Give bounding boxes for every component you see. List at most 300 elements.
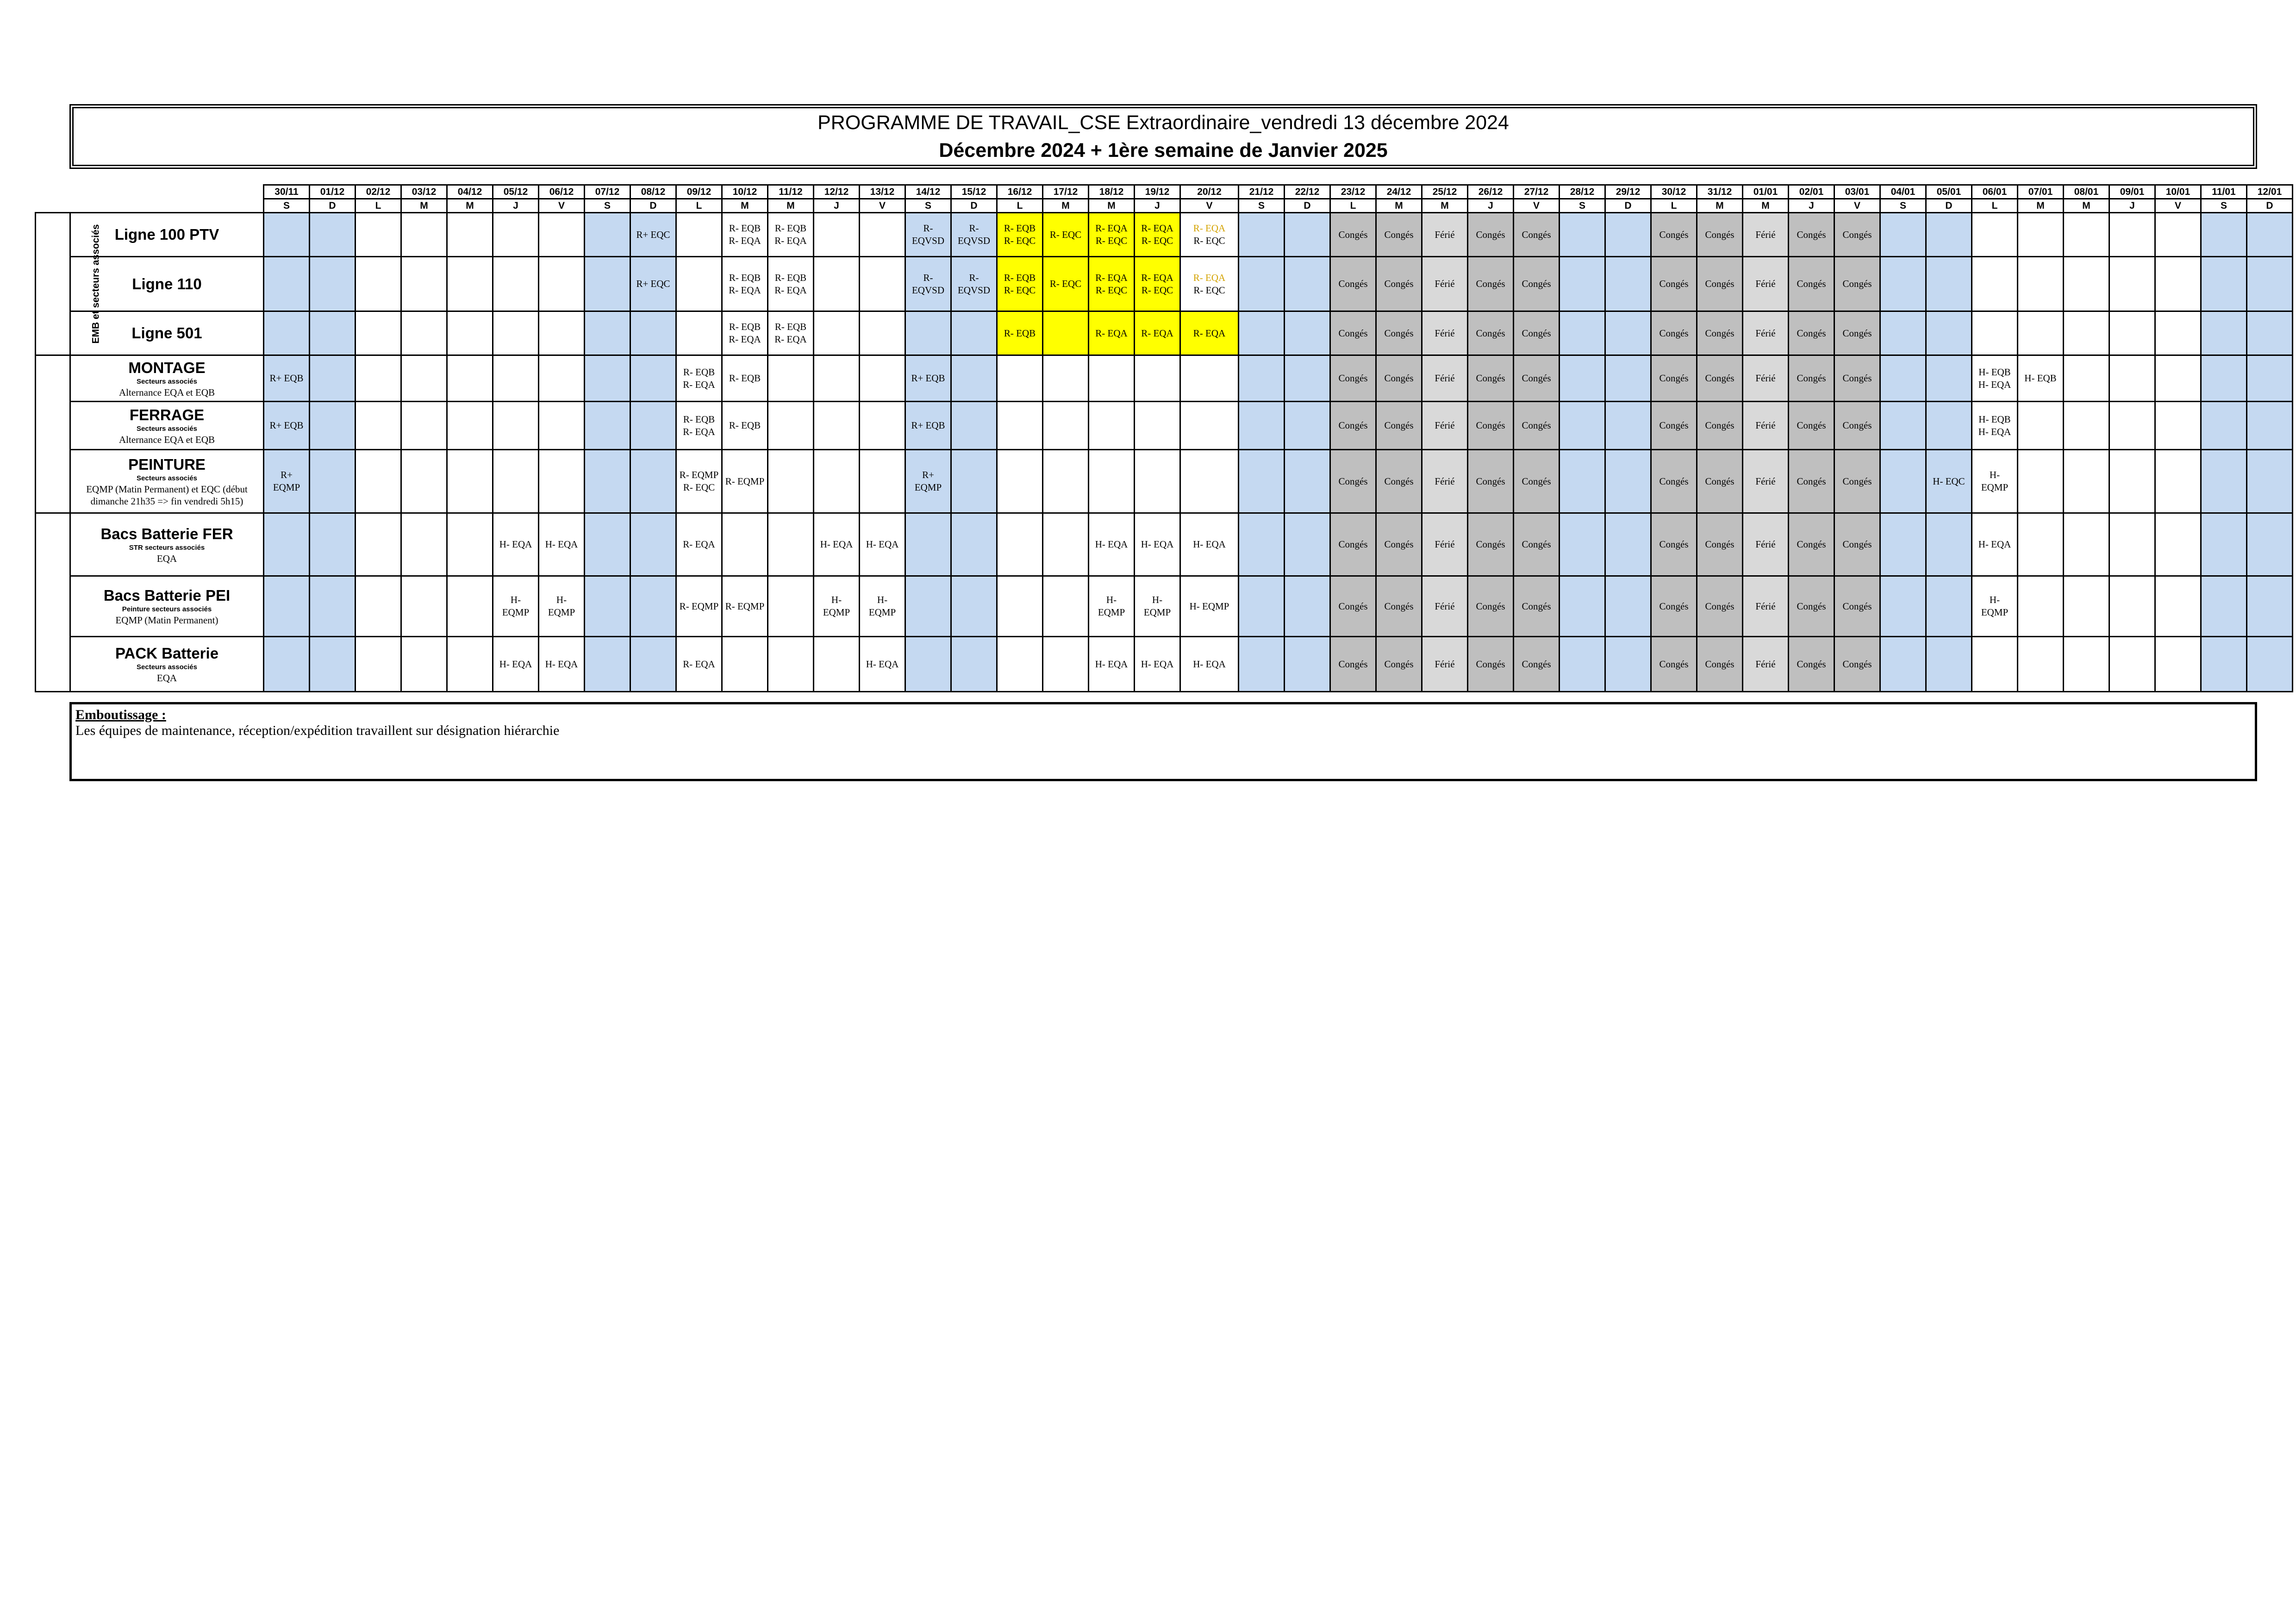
schedule-cell: Congés <box>1697 213 1743 257</box>
schedule-cell: R- EQB <box>997 311 1043 355</box>
day-header: L <box>997 199 1043 213</box>
schedule-cell <box>539 450 585 513</box>
schedule-cell <box>401 450 447 513</box>
schedule-cell <box>1135 402 1180 450</box>
schedule-cell <box>951 637 997 692</box>
schedule-cell <box>539 355 585 402</box>
day-header: S <box>1239 199 1285 213</box>
schedule-cell <box>356 311 401 355</box>
schedule-cell: Férié <box>1743 450 1789 513</box>
schedule-cell: Congés <box>1834 402 1880 450</box>
schedule-cell: R- EQA R- EQC <box>1180 213 1239 257</box>
schedule-cell <box>1605 637 1651 692</box>
schedule-cell <box>1560 311 1605 355</box>
schedule-cell <box>2064 257 2109 311</box>
schedule-cell <box>585 637 630 692</box>
schedule-cell <box>1926 257 1972 311</box>
schedule-cell <box>997 450 1043 513</box>
schedule-cell: Congés <box>1834 311 1880 355</box>
schedule-cell: Congés <box>1468 213 1514 257</box>
schedule-cell <box>2064 402 2109 450</box>
schedule-cell <box>539 402 585 450</box>
schedule-cell <box>1880 213 1926 257</box>
schedule-cell: H- EQB <box>2018 355 2064 402</box>
schedule-cell: Congés <box>1468 450 1514 513</box>
schedule-cell <box>1285 257 1330 311</box>
date-header: 08/01 <box>2064 185 2109 199</box>
schedule-cell: Férié <box>1743 355 1789 402</box>
schedule-cell: Congés <box>1468 311 1514 355</box>
schedule-cell <box>1285 213 1330 257</box>
schedule-cell: R- EQMP R- EQC <box>676 450 722 513</box>
schedule-cell: Congés <box>1330 311 1376 355</box>
schedule-cell <box>264 213 310 257</box>
date-header: 05/01 <box>1926 185 1972 199</box>
day-header: S <box>905 199 951 213</box>
row-label-sub: Secteurs associés <box>137 474 197 482</box>
row-label <box>70 355 264 402</box>
schedule-cell: Congés <box>1376 311 1422 355</box>
schedule-cell <box>493 355 539 402</box>
schedule-cell: Congés <box>1514 402 1560 450</box>
date-header: 10/12 <box>722 185 768 199</box>
row-label-sub: Secteurs associés <box>137 377 197 386</box>
schedule-cell: Congés <box>1514 213 1560 257</box>
schedule-cell <box>951 311 997 355</box>
schedule-cell <box>1605 513 1651 576</box>
day-header: J <box>814 199 860 213</box>
schedule-cell <box>539 213 585 257</box>
schedule-cell <box>310 355 356 402</box>
schedule-cell <box>1239 213 1285 257</box>
row-label <box>70 513 264 576</box>
schedule-cell <box>401 402 447 450</box>
schedule-cell: Congés <box>1514 311 1560 355</box>
schedule-cell: R- EQA <box>676 513 722 576</box>
schedule-cell <box>676 213 722 257</box>
schedule-cell: Congés <box>1330 576 1376 637</box>
day-header: V <box>2155 199 2201 213</box>
schedule-cell <box>2064 576 2109 637</box>
schedule-cell <box>1926 513 1972 576</box>
schedule-cell <box>2109 513 2155 576</box>
schedule-cell: R+ EQB <box>264 402 310 450</box>
schedule-cell <box>997 355 1043 402</box>
schedule-cell <box>447 576 493 637</box>
schedule-cell: R- EQA <box>1135 311 1180 355</box>
schedule-cell <box>1560 402 1605 450</box>
schedule-cell: Congés <box>1651 257 1697 311</box>
date-header: 30/11 <box>264 185 310 199</box>
schedule-cell: Congés <box>1468 257 1514 311</box>
schedule-cell <box>905 311 951 355</box>
schedule-cell: Congés <box>1330 213 1376 257</box>
day-header: D <box>2247 199 2293 213</box>
day-header: D <box>1605 199 1651 213</box>
day-header: L <box>676 199 722 213</box>
schedule-cell <box>356 257 401 311</box>
row-label <box>70 637 264 692</box>
schedule-cell <box>356 402 401 450</box>
schedule-cell: Congés <box>1789 355 1834 402</box>
date-header: 16/12 <box>997 185 1043 199</box>
schedule-cell: Congés <box>1697 355 1743 402</box>
schedule-cell: Congés <box>1376 576 1422 637</box>
schedule-cell: Congés <box>1834 637 1880 692</box>
day-header: L <box>1972 199 2018 213</box>
date-header: 17/12 <box>1043 185 1089 199</box>
row-label-sub: EQA <box>156 672 177 684</box>
schedule-cell: Congés <box>1789 576 1834 637</box>
schedule-cell: R- EQA R- EQC <box>1135 257 1180 311</box>
header-spacer <box>36 185 70 199</box>
date-header: 01/12 <box>310 185 356 199</box>
schedule-cell: Congés <box>1651 450 1697 513</box>
schedule-cell <box>401 257 447 311</box>
schedule-cell <box>310 257 356 311</box>
schedule-cell <box>2247 355 2293 402</box>
schedule-cell: R- EQMP <box>676 576 722 637</box>
schedule-cell <box>997 576 1043 637</box>
day-header: M <box>2064 199 2109 213</box>
schedule-cell: Férié <box>1422 311 1468 355</box>
schedule-cell: H- EQMP <box>1972 576 2018 637</box>
schedule-cell <box>447 257 493 311</box>
schedule-cell <box>1605 257 1651 311</box>
schedule-cell <box>1239 355 1285 402</box>
day-header: J <box>493 199 539 213</box>
schedule-cell <box>1880 637 1926 692</box>
schedule-cell: Férié <box>1743 257 1789 311</box>
schedule-cell: Férié <box>1743 402 1789 450</box>
schedule-cell <box>2155 311 2201 355</box>
schedule-cell <box>2018 311 2064 355</box>
schedule-cell: Congés <box>1789 257 1834 311</box>
date-header: 30/12 <box>1651 185 1697 199</box>
schedule-cell: Congés <box>1697 576 1743 637</box>
schedule-cell: R+ EQB <box>905 402 951 450</box>
schedule-cell <box>2201 213 2247 257</box>
row-label-sub: STR secteurs associés <box>129 543 205 552</box>
schedule-cell <box>676 257 722 311</box>
schedule-cell <box>2018 576 2064 637</box>
schedule-cell <box>1285 402 1330 450</box>
schedule-cell <box>585 355 630 402</box>
schedule-cell <box>1239 311 1285 355</box>
schedule-cell: H- EQMP <box>1972 450 2018 513</box>
schedule-cell <box>2155 402 2201 450</box>
schedule-cell <box>1135 355 1180 402</box>
schedule-cell: R- EQA R- EQC <box>1089 213 1135 257</box>
schedule-cell <box>2064 513 2109 576</box>
schedule-cell <box>1180 450 1239 513</box>
schedule-cell <box>2201 637 2247 692</box>
schedule-cell <box>997 402 1043 450</box>
schedule-cell <box>1180 402 1239 450</box>
schedule-cell <box>1285 450 1330 513</box>
date-header: 02/12 <box>356 185 401 199</box>
schedule-cell: R- EQB R- EQA <box>722 213 768 257</box>
header-spacer <box>70 185 264 199</box>
schedule-cell <box>585 402 630 450</box>
schedule-cell <box>1285 355 1330 402</box>
schedule-cell: Férié <box>1422 257 1468 311</box>
schedule-cell: R- EQB <box>722 355 768 402</box>
day-header: S <box>264 199 310 213</box>
schedule-cell: H- EQA <box>1972 513 2018 576</box>
schedule-cell <box>2109 213 2155 257</box>
date-header: 24/12 <box>1376 185 1422 199</box>
row-label-name: PEINTURE <box>128 456 206 473</box>
schedule-cell <box>860 450 905 513</box>
date-header: 29/12 <box>1605 185 1651 199</box>
schedule-cell <box>2064 311 2109 355</box>
schedule-cell: Férié <box>1422 637 1468 692</box>
schedule-cell: Congés <box>1468 355 1514 402</box>
schedule-cell: R+ EQMP <box>905 450 951 513</box>
schedule-cell <box>630 576 676 637</box>
day-header: M <box>1697 199 1743 213</box>
schedule-cell <box>1880 311 1926 355</box>
schedule-cell <box>1089 355 1135 402</box>
schedule-cell <box>1926 311 1972 355</box>
schedule-cell <box>2247 513 2293 576</box>
schedule-cell <box>1605 450 1651 513</box>
date-header: 06/12 <box>539 185 585 199</box>
schedule-cell <box>2155 213 2201 257</box>
schedule-cell: H- EQA <box>539 637 585 692</box>
day-header: L <box>356 199 401 213</box>
schedule-cell: R- EQB <box>722 402 768 450</box>
schedule-cell <box>447 513 493 576</box>
group-label <box>36 355 70 513</box>
schedule-cell: Congés <box>1651 213 1697 257</box>
date-header: 22/12 <box>1285 185 1330 199</box>
schedule-cell <box>1880 355 1926 402</box>
schedule-cell <box>1880 450 1926 513</box>
schedule-cell: Férié <box>1743 213 1789 257</box>
date-header: 25/12 <box>1422 185 1468 199</box>
schedule-cell <box>1926 213 1972 257</box>
schedule-cell: Congés <box>1789 311 1834 355</box>
schedule-cell <box>447 637 493 692</box>
schedule-cell <box>1043 355 1089 402</box>
schedule-cell <box>1239 637 1285 692</box>
schedule-cell: Congés <box>1651 355 1697 402</box>
schedule-cell: R- EQMP <box>722 450 768 513</box>
schedule-cell: H- EQA <box>493 637 539 692</box>
schedule-cell <box>2201 257 2247 311</box>
date-header: 07/01 <box>2018 185 2064 199</box>
date-header: 04/01 <box>1880 185 1926 199</box>
schedule-cell: H- EQMP <box>539 576 585 637</box>
schedule-cell: H- EQMP <box>1135 576 1180 637</box>
schedule-cell <box>814 311 860 355</box>
schedule-cell <box>676 311 722 355</box>
schedule-cell <box>2201 513 2247 576</box>
schedule-cell <box>356 450 401 513</box>
schedule-cell: H- EQMP <box>860 576 905 637</box>
schedule-cell <box>768 637 814 692</box>
schedule-cell: Congés <box>1697 513 1743 576</box>
schedule-cell <box>2201 311 2247 355</box>
date-header: 23/12 <box>1330 185 1376 199</box>
schedule-cell <box>2155 513 2201 576</box>
schedule-cell <box>630 513 676 576</box>
schedule-cell: Congés <box>1514 450 1560 513</box>
group-label <box>36 513 70 692</box>
schedule-cell: Congés <box>1834 576 1880 637</box>
day-header: D <box>1926 199 1972 213</box>
day-header: D <box>310 199 356 213</box>
schedule-cell <box>2201 576 2247 637</box>
schedule-cell: Congés <box>1834 513 1880 576</box>
row-label-sub: Alternance EQA et EQB <box>119 386 215 398</box>
schedule-cell <box>814 355 860 402</box>
schedule-cell: H- EQMP <box>1089 576 1135 637</box>
schedule-cell: Congés <box>1834 213 1880 257</box>
row-label-name: FERRAGE <box>129 406 205 423</box>
schedule-cell: Congés <box>1330 257 1376 311</box>
schedule-cell <box>2018 257 2064 311</box>
day-header: M <box>401 199 447 213</box>
schedule-cell <box>1285 513 1330 576</box>
schedule-cell <box>630 311 676 355</box>
schedule-cell <box>2155 355 2201 402</box>
schedule-cell <box>2018 637 2064 692</box>
schedule-cell <box>1972 637 2018 692</box>
schedule-cell <box>447 402 493 450</box>
title-line1: PROGRAMME DE TRAVAIL_CSE Extraordinaire_vendredi 13 décembre 2024 <box>817 112 1509 134</box>
schedule-cell <box>1926 402 1972 450</box>
schedule-cell <box>585 311 630 355</box>
schedule-cell: R- EQVSD <box>905 257 951 311</box>
schedule-cell <box>401 513 447 576</box>
schedule-cell: Congés <box>1514 576 1560 637</box>
schedule-cell <box>310 450 356 513</box>
schedule-cell <box>1605 355 1651 402</box>
schedule-cell: H- EQMP <box>814 576 860 637</box>
schedule-cell <box>905 637 951 692</box>
schedule-cell: R- EQVSD <box>905 213 951 257</box>
date-header: 21/12 <box>1239 185 1285 199</box>
schedule-cell <box>2064 355 2109 402</box>
schedule-cell <box>2109 402 2155 450</box>
schedule-cell <box>1135 450 1180 513</box>
row-label <box>70 576 264 637</box>
schedule-cell: R- EQMP <box>722 576 768 637</box>
schedule-cell <box>585 576 630 637</box>
schedule-cell <box>860 257 905 311</box>
date-header: 04/12 <box>447 185 493 199</box>
schedule-cell: Congés <box>1468 576 1514 637</box>
schedule-cell <box>264 257 310 311</box>
schedule-row <box>36 513 2293 576</box>
schedule-cell: Congés <box>1514 355 1560 402</box>
schedule-cell: R- EQA R- EQC <box>1180 257 1239 311</box>
schedule-cell: Congés <box>1789 513 1834 576</box>
schedule-cell <box>630 450 676 513</box>
schedule-cell <box>356 355 401 402</box>
schedule-cell: Congés <box>1514 513 1560 576</box>
schedule-cell: Congés <box>1330 513 1376 576</box>
date-header: 03/01 <box>1834 185 1880 199</box>
schedule-cell <box>1605 576 1651 637</box>
date-header: 31/12 <box>1697 185 1743 199</box>
date-header: 28/12 <box>1560 185 1605 199</box>
schedule-cell <box>2247 637 2293 692</box>
schedule-cell <box>768 450 814 513</box>
schedule-cell: Congés <box>1697 450 1743 513</box>
schedule-cell <box>860 213 905 257</box>
schedule-cell: H- EQMP <box>493 576 539 637</box>
row-label-name: PACK Batterie <box>115 645 219 662</box>
schedule-cell: Congés <box>1468 402 1514 450</box>
schedule-cell: Congés <box>1376 450 1422 513</box>
schedule-cell <box>951 513 997 576</box>
date-header: 12/12 <box>814 185 860 199</box>
date-header: 18/12 <box>1089 185 1135 199</box>
schedule-cell: R- EQB R- EQA <box>722 311 768 355</box>
schedule-cell: Congés <box>1514 257 1560 311</box>
row-label-sub: Alternance EQA et EQB <box>119 434 215 445</box>
schedule-cell: Congés <box>1697 637 1743 692</box>
date-header: 12/01 <box>2247 185 2293 199</box>
schedule-cell <box>722 513 768 576</box>
date-header: 14/12 <box>905 185 951 199</box>
schedule-cell <box>1926 637 1972 692</box>
schedule-cell: Congés <box>1789 450 1834 513</box>
schedule-cell: R- EQB R- EQA <box>768 257 814 311</box>
schedule-cell <box>2064 637 2109 692</box>
schedule-cell <box>2247 402 2293 450</box>
day-header: J <box>1135 199 1180 213</box>
day-header: V <box>539 199 585 213</box>
schedule-cell: Congés <box>1651 402 1697 450</box>
day-header: S <box>1560 199 1605 213</box>
schedule-cell: Congés <box>1834 355 1880 402</box>
date-header: 13/12 <box>860 185 905 199</box>
schedule-cell <box>310 311 356 355</box>
schedule-cell <box>722 637 768 692</box>
schedule-cell <box>1239 513 1285 576</box>
schedule-row <box>36 311 2293 355</box>
schedule-cell <box>2155 257 2201 311</box>
date-header: 03/12 <box>401 185 447 199</box>
day-header: M <box>1422 199 1468 213</box>
group-label <box>36 213 101 355</box>
schedule-cell: R+ EQB <box>264 355 310 402</box>
schedule-cell <box>401 576 447 637</box>
schedule-cell <box>264 637 310 692</box>
date-header: 10/01 <box>2155 185 2201 199</box>
schedule-cell: Férié <box>1743 576 1789 637</box>
schedule-cell <box>1560 576 1605 637</box>
note-box <box>69 702 2257 781</box>
schedule-cell: H- EQB H- EQA <box>1972 355 2018 402</box>
header-spacer <box>36 199 70 213</box>
schedule-cell: R- EQB R- EQA <box>722 257 768 311</box>
schedule-cell <box>814 402 860 450</box>
schedule-cell <box>1605 311 1651 355</box>
schedule-cell <box>493 311 539 355</box>
schedule-cell <box>768 355 814 402</box>
schedule-cell <box>2018 402 2064 450</box>
row-label-name: Ligne 501 <box>131 324 202 342</box>
schedule-cell: Férié <box>1743 637 1789 692</box>
day-header: V <box>1180 199 1239 213</box>
row-label <box>70 450 264 513</box>
